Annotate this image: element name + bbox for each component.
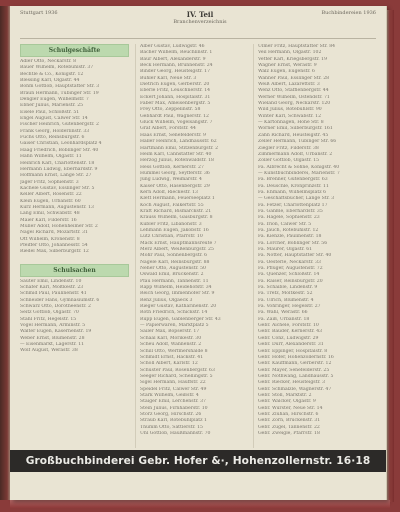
directory-entry: Thumm Otto, Sattlerstr. 15 xyxy=(140,424,203,430)
directory-entry: Fa. Fetzer, Charlottenplatz 17 xyxy=(258,202,328,208)
directory-entry: Fa. Albrecht & Söhne, Königstr. 40 xyxy=(258,164,340,170)
directory-entry: Wanner Paul, Esslinger Str. 28 xyxy=(258,75,330,81)
directory-entry: Bacher Wilhelm, Reuchlinstr. 1 xyxy=(140,50,213,56)
directory-entry: Scheu Adolf, Wannenstr. 2 xyxy=(140,342,202,348)
book-cover-edge xyxy=(386,10,394,502)
directory-entry: Gebr. Bauder, Kernerstr. 43 xyxy=(258,329,323,335)
directory-entry: Frey Otto, Zeppelinstr. 58 xyxy=(140,107,201,113)
directory-entry: Rupp Eugen, Gablenberger Str. 43 xyxy=(140,316,221,322)
directory-entry: Zimmermann Adolf, Urbanstr. 2 xyxy=(258,151,333,157)
directory-entry: Hoffmann Ernst, Lange Str. 27 xyxy=(20,173,92,179)
directory-entry: Wild Julius, Rotebühlstr. 90 xyxy=(258,107,322,113)
directory-entry: Ott Wilhelm, Kronenstr. 8 xyxy=(20,236,80,242)
directory-entry: Gebr. Wurster, Neue Str. 14 xyxy=(258,405,323,411)
directory-entry: Engel August, Calwer Str. 14 xyxy=(20,116,88,122)
directory-entry: Lang Emil, Schwabstr. 48 xyxy=(20,211,80,217)
directory-entry: Beck Hermann, Brunnenstr. 24 xyxy=(140,63,213,69)
directory-entry: Lutz Christian, Pfarrstr. 10 xyxy=(140,234,203,240)
directory-entry: Gebr. Eppinger, Hospitalstr. 8 xyxy=(258,348,328,354)
directory-entry: Gebr. Walcker, Olgastr. 9 xyxy=(258,399,316,405)
directory-entry: Seitz Gottlob, Olgastr. 70 xyxy=(20,310,79,316)
directory-entry: Eckert Johann, Hospitalstr. 31 xyxy=(140,94,211,100)
directory-entry: Fa. Brenner, Gutenbergstr. 63 xyxy=(258,177,328,183)
directory-entry: Sauter Emil, Lindenstr. 10 xyxy=(20,278,82,284)
directory-entry: Kern Adolf, Rieckestr. 13 xyxy=(140,189,198,195)
directory-entry: Fa. Zaiß, Urbanstr. 18 xyxy=(258,316,310,322)
directory-entry: Fa. Oesterle, Neckarstr. 33 xyxy=(258,259,321,265)
directory-entry: Sailer Max, Bopserstr. 17 xyxy=(140,329,200,335)
directory-entry: Fa. Lörcher, Böblinger Str. 56 xyxy=(258,240,328,246)
column-3 xyxy=(258,44,367,450)
directory-entry: Schäfer Karl, Moltkestr. 23 xyxy=(20,285,84,290)
directory-entry: Gebr. Zweigle, Pfarrstr. 18 xyxy=(258,430,320,436)
directory-entry: Schaal Karl, Mörikestr. 30 xyxy=(140,335,202,341)
column-2 xyxy=(140,44,249,450)
directory-entry: Ulmer Fritz, Hauptstätter Str. 84 xyxy=(258,44,336,49)
directory-entry: Veil Hermann, Olgastr. 102 xyxy=(258,50,322,56)
directory-entry: Gebr. Stoll, Marktstr. 2 xyxy=(258,392,312,398)
directory-entry: Seeger Richard, Schellingstr. 5 xyxy=(140,373,213,379)
directory-entry: Heim Karl, Cannstatter Str. 40 xyxy=(140,151,212,157)
advertisement-text: Großbuchbinderei Gebr. Hofer &·, Hohenzollernstr. 16·18 xyxy=(25,455,371,467)
column-divider xyxy=(253,44,254,448)
directory-entry: Kächele Gustav, Esslinger Str. 5 xyxy=(20,185,95,191)
directory-entry: Hartmann Emil, Stitzenburgstr. 2 xyxy=(140,145,219,151)
directory-entry: Gebhardt Paul, Wagnerstr. 12 xyxy=(140,113,209,119)
directory-entry: Fa. Quenzer, Schloßstr. 14 xyxy=(258,272,320,278)
entry-list xyxy=(140,44,249,437)
directory-entry: Haller Heinrich, Landhausstr. 62 xyxy=(140,139,217,145)
directory-entry: Fa. Ulrich, Blumenstr. 4 xyxy=(258,297,314,303)
directory-entry: Roth Friedrich, Schickstr. 14 xyxy=(140,310,208,316)
directory-entry: Fa. Deuschle, Kronprinzstr. 11 xyxy=(258,183,329,189)
directory-entry: Bühler Karl, Neue Str. 3 xyxy=(140,75,197,81)
directory-entry: Gebr. Schmälzle, Wagnerstr. 47 xyxy=(258,386,332,392)
directory-entry: Ziegler Fritz, Filderstr. 38 xyxy=(258,145,319,151)
entry-list xyxy=(20,59,129,256)
entry-list xyxy=(20,279,129,355)
directory-entry: Mack Ernst, Hauptmannsreute 7 xyxy=(140,240,217,246)
directory-entry: Lehmann Eugen, Jakobstr. 16 xyxy=(140,227,209,233)
directory-entry: Haag Friedrich, Böblinger Str. 40 xyxy=(20,147,99,153)
directory-entry: Fa. Schaible, Lindenstr. 9 xyxy=(258,285,318,291)
directory-entry: Pfau Hermann, Tannenstr. 11 xyxy=(140,278,209,284)
directory-entry: Adler Otto, Neckarstr. 8 xyxy=(20,59,77,64)
directory-entry: Zeller Hermann, Tübinger Str. 66 xyxy=(258,139,337,145)
header-part: IV. Teil xyxy=(186,10,214,19)
directory-entry: Weiß Albert, Lazarettstr. 3 xyxy=(258,82,320,88)
directory-entry: Schöll Albert, Karlstr. 12 xyxy=(140,361,198,367)
directory-entry: Gebr. Mayer, Senefelderstr. 25 xyxy=(258,367,330,373)
directory-entry: Schill Otto, Werfmershalde 8 xyxy=(140,348,208,354)
directory-entry: — Eisenmarkt, Lagerstr. 11 xyxy=(20,342,85,348)
header-right: Buchbindereien 1936 xyxy=(321,10,376,16)
directory-entry: Rieger Gustav, Katharinenstr. 20 xyxy=(140,304,217,310)
directory-entry: Fa. Ehmann, Wilhelmsplatz 6 xyxy=(258,189,327,195)
directory-entry: Storz Georg, Hirschstr. 26 xyxy=(140,411,202,417)
directory-entry: Keller Albert, Rosenstr. 22 xyxy=(20,192,82,198)
directory-entry: Blessing Karl, Olgastr. 44 xyxy=(20,78,80,84)
directory-entry: Gebr. Aichele, Forststr. 10 xyxy=(258,323,319,329)
column-divider xyxy=(135,44,136,448)
directory-entry: Glück Wilhelm, Vogelsangstr. 7 xyxy=(140,120,213,126)
directory-entry: Jäger Fritz, Sophienstr. 3 xyxy=(20,179,79,185)
directory-entry: Heinrich Karl, Charlottenstr. 18 xyxy=(20,160,95,166)
directory-entry: Müller Adolf, Hohenheimer Str. 2 xyxy=(20,223,98,229)
directory-entry: Herzog Julius, Rotenwaldstr. 18 xyxy=(140,158,214,164)
directory-entry: Wolf August, Werastr. 38 xyxy=(20,348,78,354)
directory-entry: Hermann Ludwig, Eberhardstr. 9 xyxy=(20,166,98,172)
directory-entry: Klett Hermann, Feuerseeplatz 1 xyxy=(140,196,215,202)
directory-entry: Baur Albert, Alexanderstr. 9 xyxy=(140,56,206,62)
directory-entry: Zahn Richard, Heusteigstr. 45 xyxy=(258,132,329,138)
directory-entry: Schneider Hans, Gymnasiumstr. 6 xyxy=(20,297,100,303)
directory-entry: Gebr. Dürr, Alexanderstr. 31 xyxy=(258,342,324,348)
directory-entry: Weber Ernst, Blumenstr. 28 xyxy=(20,335,85,341)
directory-entry: — Kunstbuchbinderei, Marienstr. 7 xyxy=(258,170,340,176)
directory-entry: Eisele Paul, Schloßstr. 51 xyxy=(20,109,80,115)
directory-entry: Hahn Wilhelm, Olgastr. 11 xyxy=(20,154,82,160)
directory-entry: Fa. Pflüger, Augustenstr. 72 xyxy=(258,266,323,272)
directory-entry: Wenz Otto, Stafflenbergstr. 44 xyxy=(258,88,329,94)
directory-entry: Dietrich Eugen, Gerberstr. 20 xyxy=(140,82,210,88)
directory-entry: Haas Ernst, Senefelderstr. 9 xyxy=(140,132,206,138)
directory-entry: Gebr. Hofer, Hohenzollernstr. 16 xyxy=(258,354,334,360)
directory-entry: Fa. Wahl, Werastr. 66 xyxy=(258,310,308,316)
directory-entry: Hummel Georg, Seyfferstr. 36 xyxy=(140,170,210,176)
directory-entry: Faber Max, Ameisenbergstr. 5 xyxy=(140,101,211,107)
directory-entry: Reich Georg, Immenhofer Str. 9 xyxy=(140,291,215,297)
directory-entry: Klein Eugen, Urbanstr. 60 xyxy=(20,198,81,204)
directory-entry: Riedel Max, Silberburgstr. 12 xyxy=(20,249,89,255)
directory-entry: Kübler Fritz, Libanonstr. 3 xyxy=(140,221,202,227)
directory-entry: Mohr Paul, Sonnenbergstr. 6 xyxy=(140,253,208,259)
directory-entry: Fuchs Otto, Reinsburgstr. 6 xyxy=(20,135,85,141)
directory-entry: — Kartonnagen, Hohe Str. 8 xyxy=(258,120,324,126)
book-cover-bottom xyxy=(10,500,390,508)
directory-entry: Fa. Jauch, Rotebühlstr. 12 xyxy=(258,227,319,233)
header-center-caption: Branchenverzeichnis xyxy=(173,19,227,25)
directory-entry: Fa. Notter, Hauptstätter Str. 40 xyxy=(258,253,332,259)
directory-entry: Vogel Hermann, Arminstr. 5 xyxy=(20,323,86,329)
directory-entry: Maier Karl, Filderstr. 16 xyxy=(20,217,77,223)
directory-entry: Koch August, Falkertstr. 55 xyxy=(140,202,204,208)
advertisement-banner xyxy=(10,450,386,472)
directory-entry: Kurz Hermann, Augustenstr. 13 xyxy=(20,204,94,210)
section-label-schulsachen: Schulsachen xyxy=(20,264,129,277)
directory-entry: Gebr. Nothwang, Landhausstr. 5 xyxy=(258,373,334,379)
directory-entry: Frank Georg, Hölderlinstr. 33 xyxy=(20,128,90,134)
directory-entry: Sigel Hermann, Hauffstr. 22 xyxy=(140,380,206,386)
directory-entry: Renz Julius, Olgaeck 3 xyxy=(140,297,193,303)
directory-entry: Schuster Paul, Rosenbergstr. 63 xyxy=(140,367,215,373)
directory-entry: Kraft Richard, Bismarckstr. 21 xyxy=(140,208,212,214)
directory-entry: Gebr. Conz, Ludwigstr. 29 xyxy=(258,335,319,341)
directory-entry: Nägele Karl, Reinsburgstr. 88 xyxy=(140,259,210,265)
directory-entry: Uhl Gottlob, Haußmannstr. 70 xyxy=(140,430,211,436)
directory-entry: Stahl Fritz, Hegelstr. 15 xyxy=(20,316,77,322)
directory-entry: Wörner Emil, Silberburgstr. 161 xyxy=(258,126,333,132)
directory-entry: Vetter Karl, Kriegsbergstr. 19 xyxy=(258,56,328,62)
directory-entry: Bechtle & Co., Königstr. 12 xyxy=(20,71,84,77)
column-1 xyxy=(20,44,129,450)
directory-entry: Fa. Hägele, Sophienstr. 23 xyxy=(258,215,320,221)
directory-entry: Wagner Ernst, Werastr. 9 xyxy=(258,63,317,69)
directory-entry: Speidel Fritz, Calwer Str. 49 xyxy=(140,386,207,392)
directory-entry: Stein Julius, Firnhaberstr. 10 xyxy=(140,405,208,411)
directory-entry: Graf Albert, Forststr. 44 xyxy=(140,126,196,132)
directory-entry: Alber Gustav, Ludwigstr. 46 xyxy=(140,44,205,49)
directory-entry: Winter Karl, Schwabstr. 12 xyxy=(258,113,321,119)
directory-entry: Fa. Maurer, Olgastr. 61 xyxy=(258,247,313,252)
directory-entry: Schmidt Ernst, Hackstr. 41 xyxy=(140,354,204,360)
header-rule xyxy=(20,38,376,39)
directory-entry: Braun Hermann, Tübinger Str. 19 xyxy=(20,90,99,96)
directory-entry: Gebr. Kauffmann, Gerberstr. 12 xyxy=(258,361,332,367)
directory-entry: Eberle Fritz, Leuschnerstr. 14 xyxy=(140,88,211,94)
directory-entry: Gebr. Zluhan, Hirschstr. 6 xyxy=(258,411,319,417)
directory-entry: Pfeiffer Otto, Johannesstr. 54 xyxy=(20,242,88,248)
directory-entry: Dengler Eugen, Wilhelmstr. 7 xyxy=(20,97,89,103)
section-label-schulgeschaefte: Schulgeschäfte xyxy=(20,44,129,57)
directory-entry: Bauer Wilhelm, Rotebühlstr. 37 xyxy=(20,65,94,71)
directory-entry: Schwarz Otto, Dorotheenstr. 2 xyxy=(20,304,91,310)
directory-entry: Binder Georg, Heusteigstr. 17 xyxy=(140,69,211,75)
directory-entry: Gebr. Zügel, Tannenstr. 22 xyxy=(258,424,320,430)
directory-entry: Gebr. Zorn, Brückenstr. 31 xyxy=(258,418,321,424)
directory-entry: Fa. Irion, Calwer Str. 5 xyxy=(258,221,312,227)
directory-entry: Staiger Emil, Lerchenstr. 37 xyxy=(140,399,206,405)
directory-entry: Ebner Julius, Marienstr. 25 xyxy=(20,103,84,109)
directory-entry: Gaiser Christian, Leonhardsplatz 4 xyxy=(20,141,102,147)
directory-entry: Merz Albert, Weißenburgstr. 25 xyxy=(140,247,214,252)
directory-entry: Böhm Gottlob, Hauptstätter Str. 3 xyxy=(20,84,100,90)
directory-entry: Straub Karl, Rotebühlplatz 1 xyxy=(140,418,207,424)
directory-entry: Stark Wilhelm, Geißstr. 4 xyxy=(140,392,199,398)
directory-entry: Fa. Kienzle, Paulinenstr. 18 xyxy=(258,234,322,240)
directory-entry: Jung Ludwig, Weimarstr. 4 xyxy=(140,177,202,183)
directory-entry: Zoller Gottlob, Olgastr. 15 xyxy=(258,158,320,164)
header-center xyxy=(140,10,260,25)
directory-entry: Gebr. Riecker, Heusteigstr. 3 xyxy=(258,380,326,386)
directory-entry: Fa. Vöhringer, Hegelstr. 27 xyxy=(258,304,321,310)
directory-entry: Fa. Trefz, Moltkestr. 52 xyxy=(258,291,313,297)
directory-entry: Fa. Raiser, Reinsburgstr. 20 xyxy=(258,278,323,284)
directory-entry: Fa. Gänßle, Eberhardstr. 35 xyxy=(258,208,323,214)
entry-list xyxy=(258,44,367,437)
directory-entry: — Papierwaren, Marktplatz 5 xyxy=(140,323,209,329)
directory-entry: Walter Eugen, Kasernenstr. 19 xyxy=(20,329,92,335)
directory-entry: Werner Wilhelm, Ostendstr. 71 xyxy=(258,94,330,100)
directory-entry: Nagel Richard, Mozartstr. 31 xyxy=(20,230,88,236)
directory-entry: Oswald Emil, Brückenstr. 2 xyxy=(140,272,204,278)
directory-entry: Schmid Paul, Paulinenstr. 41 xyxy=(20,291,87,297)
directory-entry: Hess Gottlob, Kernerstr. 27 xyxy=(140,164,204,170)
directory-entry: Krauss Wilhelm, Gaisburgstr. 8 xyxy=(140,215,213,221)
directory-entry: Walz Eugen, Eugenstr. 6 xyxy=(258,69,315,75)
directory-entry: Neher Otto, Augustenstr. 50 xyxy=(140,266,206,272)
directory-entry: Kaiser Otto, Hasenbergstr. 29 xyxy=(140,183,210,189)
directory-entry: — Geschäftsbücher, Lange Str. 3 xyxy=(258,196,335,202)
directory-entry: Rapp Wilhelm, Heidehofstr. 34 xyxy=(140,285,212,291)
directory-entry: Fischer Heinrich, Gutenbergstr. 2 xyxy=(20,122,99,128)
header-left: Stuttgart 1936 xyxy=(20,10,58,16)
directory-entry: Wieland Georg, Neckarstr. 120 xyxy=(258,101,331,107)
page-header xyxy=(20,10,376,24)
